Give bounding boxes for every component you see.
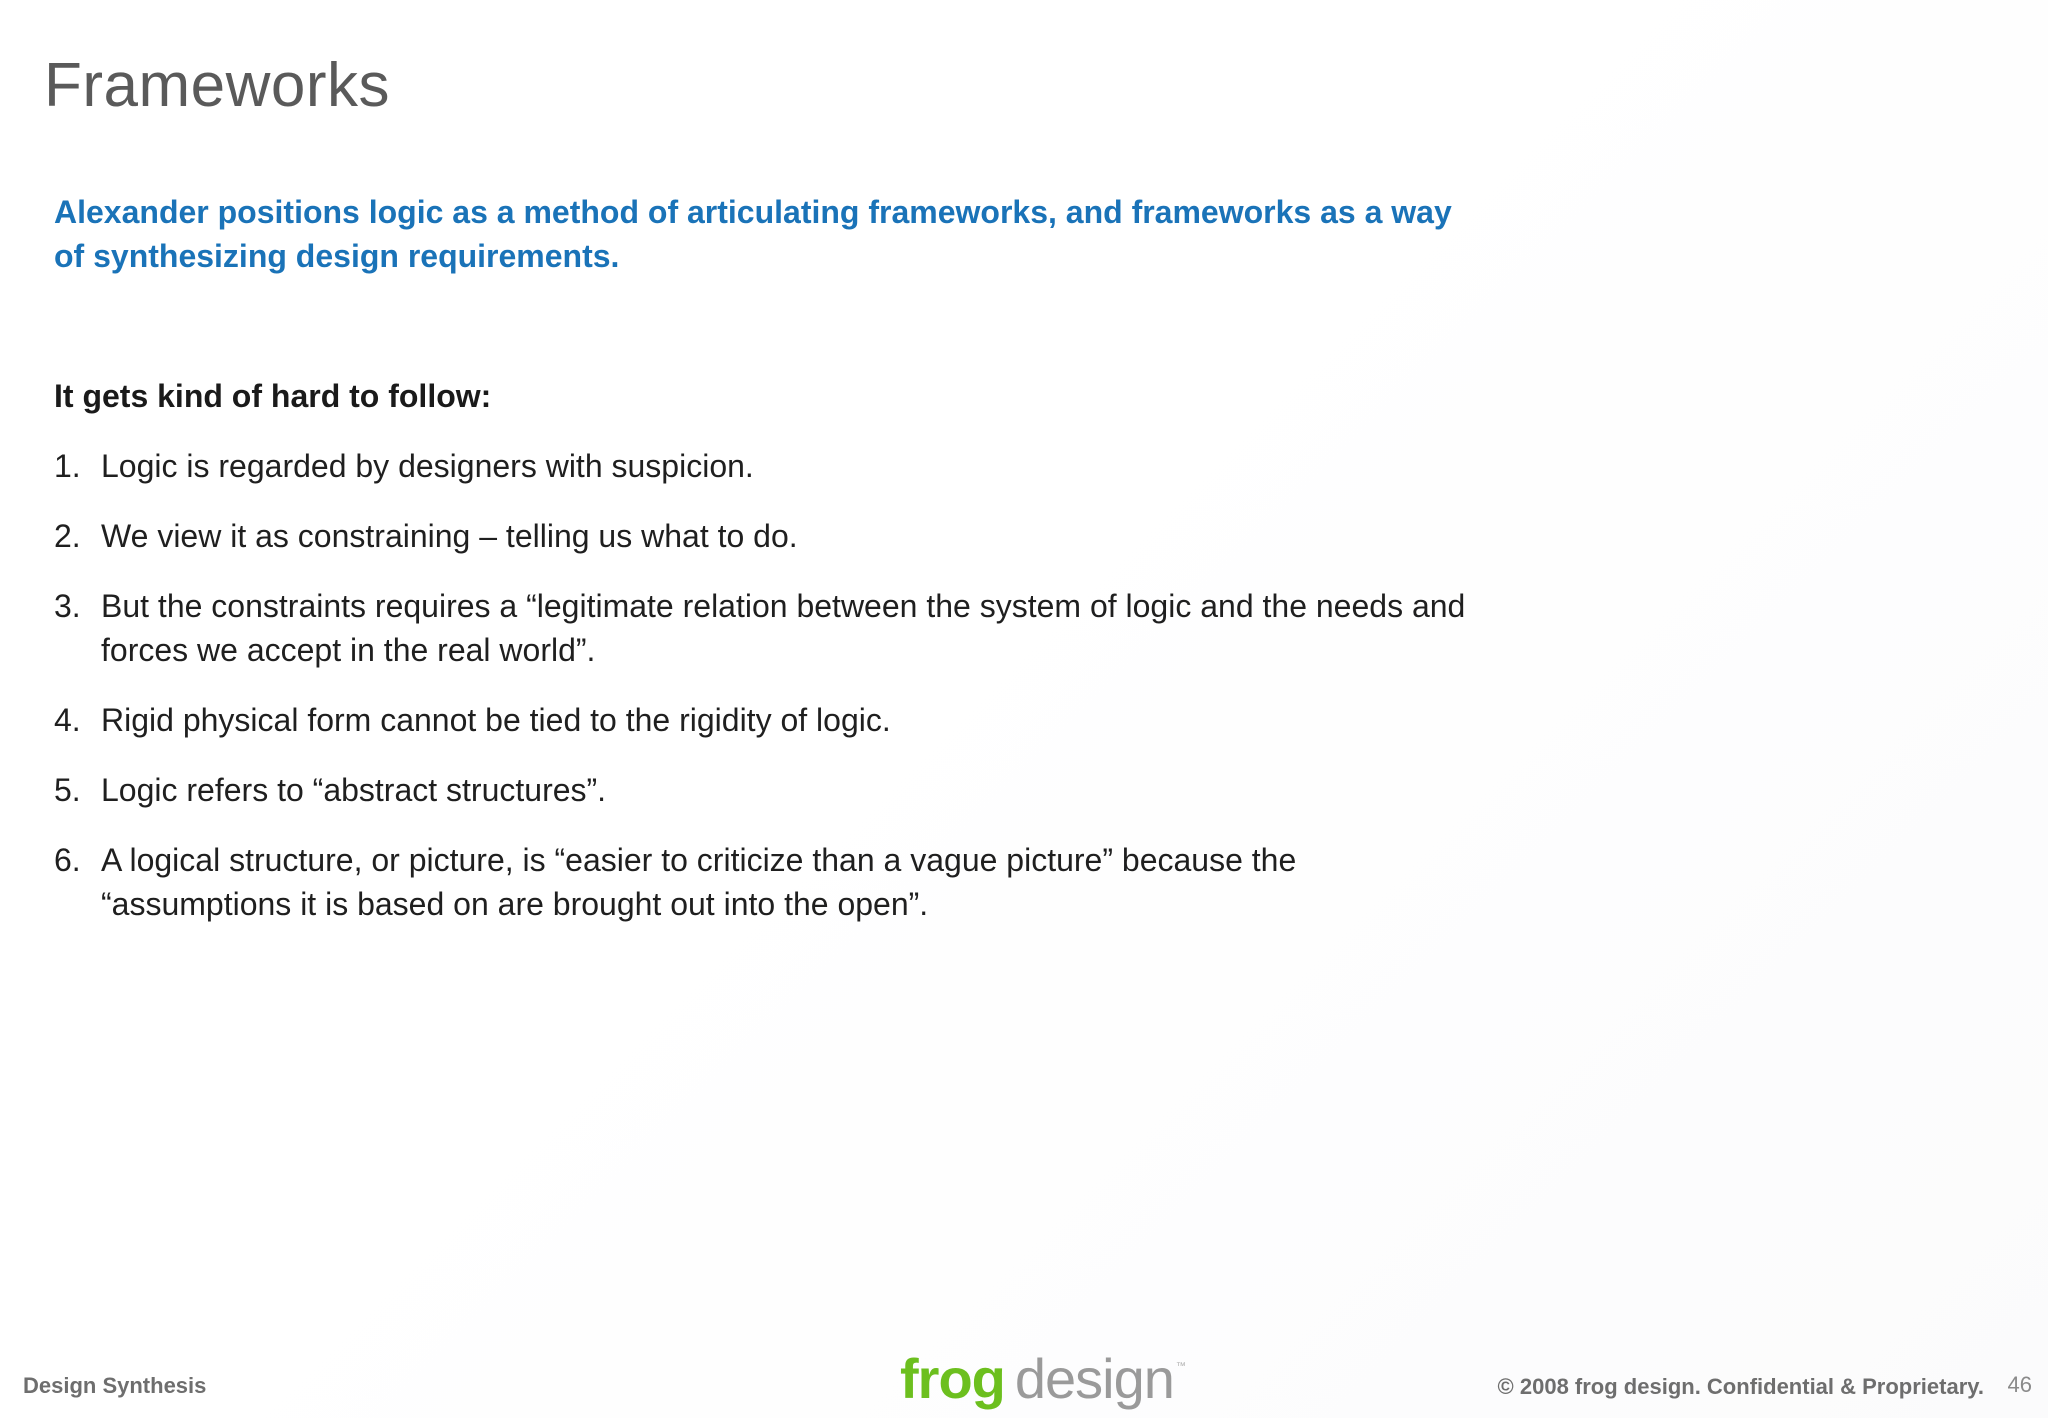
list-item-number: 2. — [54, 518, 81, 554]
list-heading: It gets kind of hard to follow: — [54, 378, 492, 414]
list-item-number: 4. — [54, 702, 81, 738]
footer-copyright: © 2008 frog design. Confidential & Proprietary. — [1497, 1374, 1984, 1399]
list-item — [54, 698, 1494, 742]
list-item — [54, 768, 1494, 812]
logo-primary-text: frog — [900, 1347, 1005, 1410]
lead-statement: Alexander positions logic as a method of articulating frameworks, and frameworks as a way of synthesizing design requirements. — [54, 194, 1452, 274]
list-item-number: 3. — [54, 588, 81, 624]
list-item-text: Logic is regarded by designers with suspicion. — [101, 448, 754, 484]
list-item-text: But the constraints requires a “legitimate relation between the system of logic and the needs and forces we accept in the real world”. — [101, 588, 1466, 668]
frog-design-logo — [900, 1344, 1185, 1414]
slide-title: Frameworks — [44, 51, 391, 120]
list-item-text: A logical structure, or picture, is “easier to criticize than a vague picture” because the “assumptions it is based on are brought out into the open”. — [101, 842, 1297, 922]
list-item-number: 5. — [54, 772, 81, 808]
list-item — [54, 514, 1494, 558]
list-item-text: Rigid physical form cannot be tied to the rigidity of logic. — [101, 702, 891, 738]
list-item — [54, 838, 1494, 926]
list-item-number: 6. — [54, 842, 81, 878]
list-item — [54, 584, 1494, 672]
list-item-number: 1. — [54, 448, 81, 484]
trademark-mark: ™ — [1175, 1361, 1185, 1372]
list-item — [54, 444, 1494, 488]
footer-section-label: Design Synthesis — [23, 1373, 207, 1398]
page-number: 46 — [2007, 1372, 2032, 1397]
list-item-text: We view it as constraining – telling us what to do. — [101, 518, 798, 554]
numbered-list — [54, 444, 1494, 952]
list-item-text: Logic refers to “abstract structures”. — [101, 772, 607, 808]
logo-secondary-text: design — [1014, 1347, 1174, 1410]
